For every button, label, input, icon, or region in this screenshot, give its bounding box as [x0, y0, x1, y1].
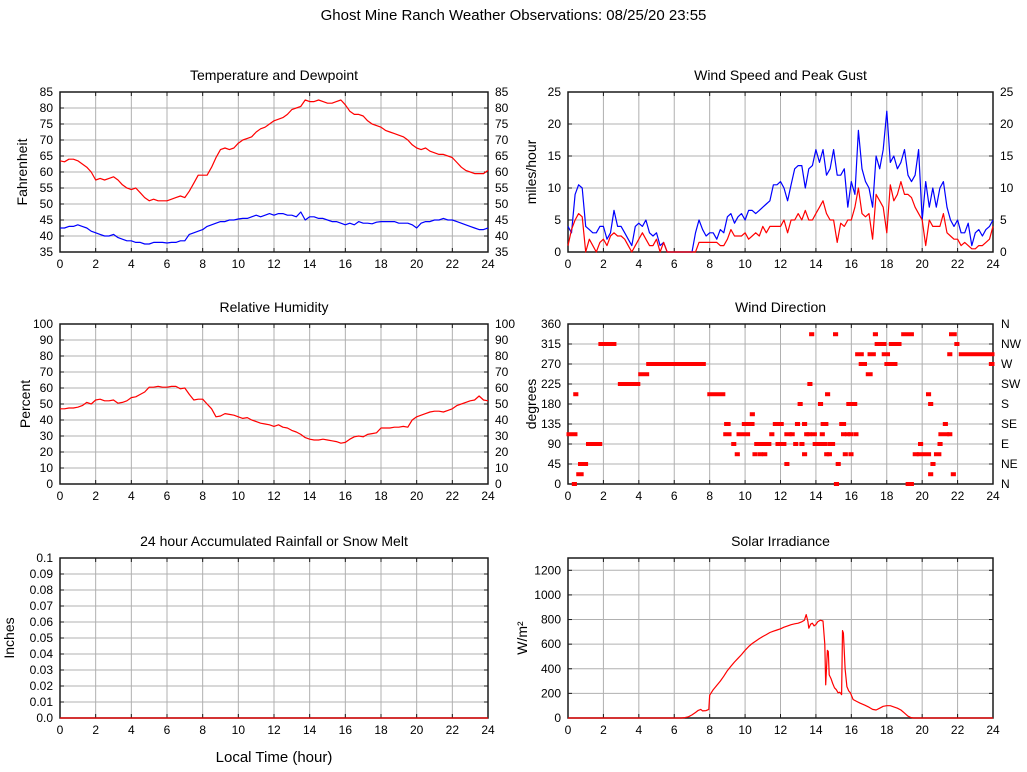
y-tick-label-right: 35: [495, 245, 509, 259]
y-tick-label: 0: [46, 477, 53, 491]
x-tick-label: 16: [338, 723, 353, 737]
y-tick-label-right: 40: [495, 229, 509, 243]
relative-humidity-ylabel: Percent: [17, 379, 33, 429]
y-tick-label: 400: [540, 661, 561, 676]
compass-label: E: [1001, 437, 1010, 451]
x-tick-label: 22: [950, 723, 965, 737]
solar-irradiance-chart: [514, 533, 1000, 737]
x-tick-label: 2: [600, 723, 607, 737]
y-tick-label: 800: [540, 612, 561, 627]
x-tick-label: 20: [915, 257, 929, 271]
y-tick-label: 70: [39, 133, 53, 147]
compass-label: W: [1001, 357, 1013, 371]
y-tick-label-right: 85: [495, 85, 509, 99]
y-tick-label-right: 100: [495, 317, 516, 331]
x-tick-label: 8: [706, 257, 714, 271]
y-tick-label: 45: [39, 213, 53, 227]
y-tick-label: 0.01: [29, 695, 53, 709]
y-tick-label: 1200: [534, 563, 561, 578]
x-tick-label: 10: [738, 723, 752, 737]
x-tick-label: 4: [635, 489, 643, 503]
y-tick-label: 315: [540, 337, 561, 351]
compass-label: SE: [1001, 417, 1018, 431]
y-tick-label: 5: [554, 213, 561, 227]
y-tick-label-right: 0: [495, 477, 502, 491]
compass-label: NE: [1001, 457, 1018, 471]
y-tick-label-right: 20: [495, 445, 509, 459]
y-tick-label: 200: [540, 686, 561, 701]
y-tick-label-right: 40: [495, 413, 509, 427]
x-tick-label: 6: [670, 257, 678, 271]
x-tick-label: 16: [844, 489, 859, 503]
y-tick-label: 10: [39, 461, 53, 475]
x-tick-label: 18: [880, 489, 894, 503]
y-tick-label-right: 80: [495, 101, 509, 115]
x-tick-label: 10: [231, 257, 246, 271]
y-tick-label-right: 80: [495, 349, 509, 363]
y-tick-label-right: 20: [1000, 117, 1014, 131]
solar-irradiance-ylabel: W/m²: [514, 621, 530, 655]
x-tick-label: 8: [199, 723, 207, 737]
x-tick-label: 24: [481, 489, 495, 503]
x-tick-label: 4: [127, 257, 135, 271]
rainfall-title: 24 hour Accumulated Rainfall or Snow Melt: [140, 533, 408, 549]
x-tick-label: 10: [738, 257, 752, 271]
x-tick-label: 22: [950, 489, 965, 503]
x-tick-label: 12: [773, 257, 788, 271]
x-tick-label: 12: [267, 257, 281, 271]
relative-humidity-title: Relative Humidity: [219, 299, 329, 315]
x-tick-label: 10: [231, 723, 246, 737]
y-tick-label-right: 70: [495, 365, 509, 379]
y-tick-label-right: 70: [495, 133, 509, 147]
wind-speed-gust-title: Wind Speed and Peak Gust: [694, 67, 867, 83]
x-tick-label: 14: [302, 257, 317, 271]
y-tick-label: 45: [547, 457, 561, 471]
x-tick-label: 6: [163, 489, 171, 503]
y-tick-label: 50: [39, 197, 53, 211]
x-tick-label: 12: [267, 489, 281, 503]
y-tick-label: 90: [547, 437, 561, 451]
x-tick-label: 0: [56, 257, 64, 271]
y-tick-label: 135: [540, 417, 561, 431]
y-tick-label: 180: [540, 397, 561, 411]
y-tick-label: 60: [39, 381, 53, 395]
y-tick-label: 30: [39, 429, 53, 443]
x-tick-label: 8: [199, 257, 207, 271]
wind-direction-ylabel: degrees: [523, 378, 539, 430]
y-tick-label: 10: [547, 181, 561, 195]
wind-direction-title: Wind Direction: [734, 299, 827, 315]
x-tick-label: 18: [374, 723, 388, 737]
x-tick-label: 0: [56, 723, 64, 737]
y-tick-label: 0.0: [36, 711, 53, 725]
y-tick-label-right: 0: [1000, 245, 1007, 259]
y-tick-label: 85: [39, 85, 53, 99]
y-tick-label: 25: [547, 85, 561, 99]
x-tick-label: 8: [706, 489, 714, 503]
x-tick-label: 4: [127, 489, 135, 503]
compass-label: N: [1001, 317, 1010, 331]
wind-direction-chart: [523, 299, 1022, 503]
x-tick-label: 2: [92, 257, 100, 271]
x-tick-label: 4: [635, 257, 643, 271]
x-tick-label: 2: [600, 257, 607, 271]
rainfall-xlabel: Local Time (hour): [215, 749, 333, 766]
y-tick-label: 0: [554, 477, 561, 491]
y-tick-label-right: 90: [495, 333, 509, 347]
y-tick-label-right: 25: [1000, 85, 1014, 99]
x-tick-label: 12: [773, 489, 788, 503]
y-tick-label: 0.03: [29, 663, 53, 677]
y-tick-label: 225: [540, 377, 561, 391]
y-tick-label: 80: [39, 349, 53, 363]
x-tick-label: 20: [915, 489, 929, 503]
y-tick-label: 60: [39, 165, 53, 179]
y-tick-label-right: 55: [495, 181, 509, 195]
x-tick-label: 10: [231, 489, 246, 503]
x-tick-label: 18: [880, 723, 894, 737]
y-tick-label-right: 50: [495, 397, 509, 411]
y-tick-label-right: 60: [495, 381, 509, 395]
temperature-dewpoint-title: Temperature and Dewpoint: [189, 67, 359, 83]
y-tick-label: 20: [547, 117, 561, 131]
x-tick-label: 4: [635, 723, 643, 737]
x-tick-label: 22: [950, 257, 965, 271]
temperature-dewpoint-chart: [14, 67, 509, 271]
y-tick-label-right: 60: [495, 165, 509, 179]
compass-label: NW: [1001, 337, 1021, 351]
y-tick-label: 80: [39, 101, 53, 115]
compass-label: N: [1001, 477, 1010, 491]
x-tick-label: 12: [773, 723, 788, 737]
y-tick-label: 35: [39, 245, 53, 259]
y-tick-label-right: 65: [495, 149, 509, 163]
x-tick-label: 24: [986, 489, 1000, 503]
rainfall-chart: [1, 533, 495, 766]
y-tick-label: 360: [540, 317, 561, 331]
y-tick-label: 100: [32, 317, 53, 331]
y-tick-label: 40: [39, 229, 53, 243]
x-tick-label: 4: [127, 723, 135, 737]
x-tick-label: 8: [199, 489, 207, 503]
y-tick-label: 15: [547, 149, 561, 163]
y-tick-label: 0: [554, 245, 561, 259]
x-tick-label: 24: [986, 723, 1000, 737]
y-tick-label: 70: [39, 365, 53, 379]
x-tick-label: 6: [163, 723, 171, 737]
y-tick-label: 270: [540, 357, 561, 371]
y-tick-label: 50: [39, 397, 53, 411]
relative-humidity-chart: [17, 299, 515, 503]
x-tick-label: 0: [56, 489, 64, 503]
y-tick-label: 600: [540, 637, 561, 652]
temperature-dewpoint-ylabel: Fahrenheit: [14, 138, 30, 206]
x-tick-label: 0: [564, 489, 572, 503]
compass-label: S: [1001, 397, 1010, 411]
y-tick-label: 0.08: [29, 583, 53, 597]
y-tick-label: 1000: [534, 587, 561, 602]
x-tick-label: 14: [809, 723, 823, 737]
y-tick-label: 0.05: [29, 631, 53, 645]
y-tick-label: 0.02: [29, 679, 53, 693]
compass-label: SW: [1001, 377, 1021, 391]
y-tick-label: 0.09: [29, 567, 53, 581]
x-tick-label: 24: [481, 723, 495, 737]
y-tick-label-right: 5: [1000, 213, 1007, 227]
x-tick-label: 24: [986, 257, 1000, 271]
rainfall-ylabel: Inches: [1, 617, 17, 659]
y-tick-label: 40: [39, 413, 53, 427]
x-tick-label: 10: [738, 489, 752, 503]
y-tick-label: 20: [39, 445, 53, 459]
x-tick-label: 16: [338, 489, 353, 503]
wind-speed-gust-chart: [523, 67, 1014, 271]
x-tick-label: 2: [92, 723, 100, 737]
x-tick-label: 20: [409, 489, 424, 503]
x-tick-label: 6: [163, 257, 171, 271]
y-tick-label: 0.04: [29, 647, 53, 661]
x-tick-label: 2: [92, 489, 100, 503]
x-tick-label: 18: [374, 257, 388, 271]
wind-speed-gust-ylabel: miles/hour: [523, 139, 539, 205]
x-tick-label: 12: [267, 723, 281, 737]
page-title: Ghost Mine Ranch Weather Observations: 08/25/20 23:55: [320, 7, 707, 24]
x-tick-label: 22: [445, 489, 460, 503]
y-tick-label: 0.07: [29, 599, 53, 613]
x-tick-label: 14: [809, 489, 823, 503]
y-tick-label-right: 50: [495, 197, 509, 211]
y-tick-label: 0: [554, 711, 561, 725]
y-tick-label-right: 10: [1000, 181, 1014, 195]
x-tick-label: 20: [409, 257, 424, 271]
y-tick-label-right: 45: [495, 213, 509, 227]
x-tick-label: 24: [481, 257, 495, 271]
x-tick-label: 22: [445, 723, 460, 737]
y-tick-label: 75: [39, 117, 53, 131]
x-tick-label: 14: [302, 723, 317, 737]
x-tick-label: 16: [844, 723, 859, 737]
x-tick-label: 6: [670, 489, 678, 503]
x-tick-label: 8: [706, 723, 714, 737]
x-tick-label: 20: [409, 723, 424, 737]
y-tick-label-right: 30: [495, 429, 509, 443]
x-tick-label: 18: [880, 257, 894, 271]
x-tick-label: 20: [915, 723, 929, 737]
y-tick-label: 90: [39, 333, 53, 347]
x-tick-label: 0: [564, 257, 572, 271]
x-tick-label: 6: [670, 723, 678, 737]
x-tick-label: 18: [374, 489, 388, 503]
x-tick-label: 16: [338, 257, 353, 271]
y-tick-label-right: 10: [495, 461, 509, 475]
x-tick-label: 14: [302, 489, 317, 503]
x-tick-label: 22: [445, 257, 460, 271]
solar-irradiance-title: Solar Irradiance: [731, 533, 830, 549]
x-tick-label: 0: [564, 723, 572, 737]
y-tick-label-right: 75: [495, 117, 509, 131]
y-tick-label: 55: [39, 181, 53, 195]
y-tick-label: 65: [39, 149, 53, 163]
x-tick-label: 16: [844, 257, 859, 271]
x-tick-label: 14: [809, 257, 823, 271]
x-tick-label: 2: [600, 489, 607, 503]
y-tick-label-right: 15: [1000, 149, 1014, 163]
y-tick-label: 0.1: [36, 551, 53, 565]
y-tick-label: 0.06: [29, 615, 53, 629]
